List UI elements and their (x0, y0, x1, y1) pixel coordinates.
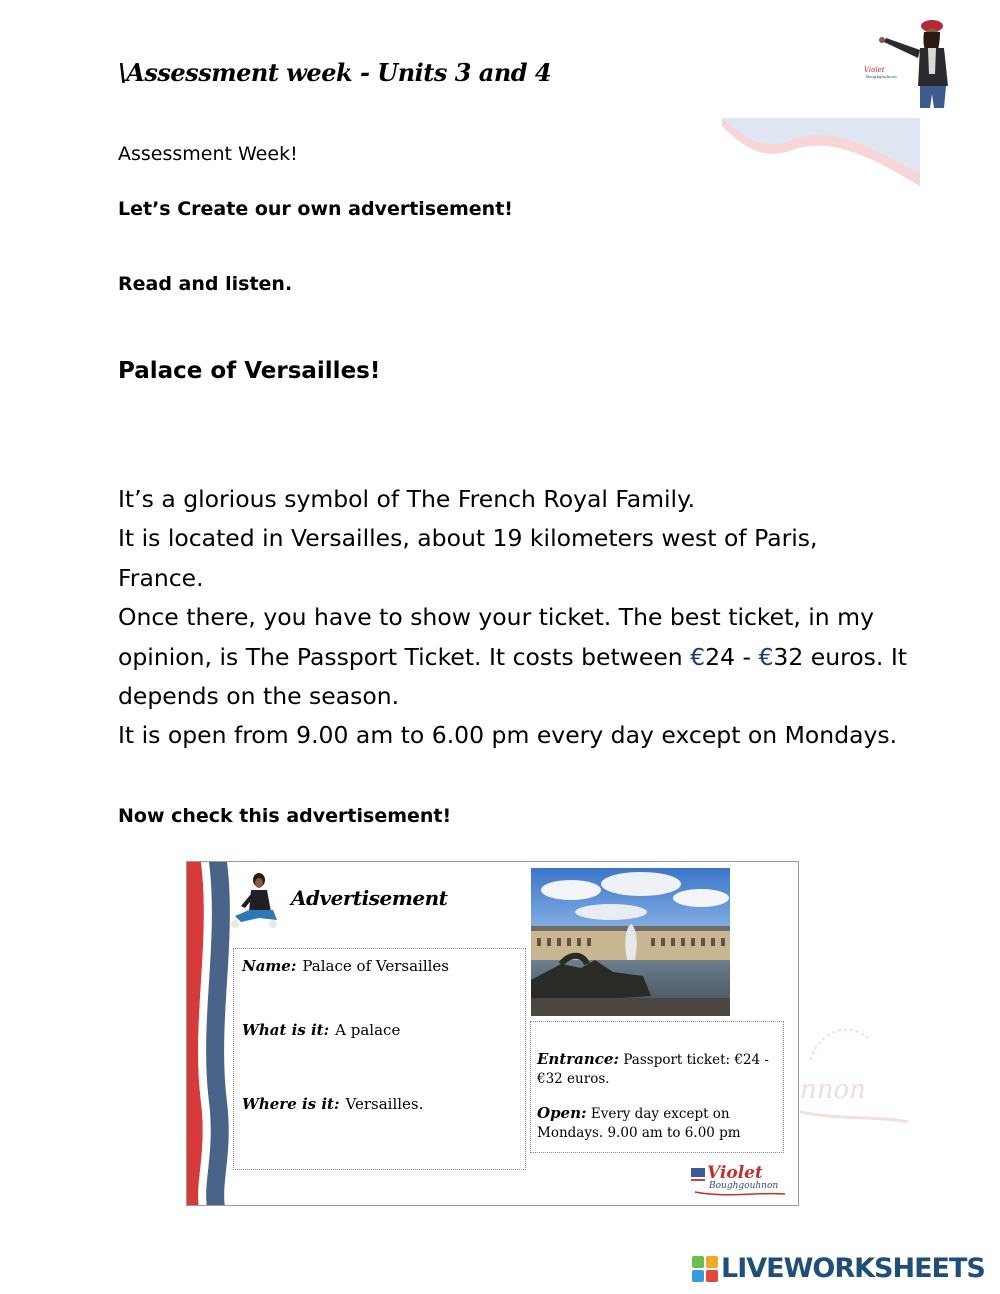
field-value: Every day except on Mondays. 9.00 am to 6.00 pm (537, 1106, 741, 1141)
field-label: Entrance: (537, 1050, 620, 1068)
reading-line: It is open from 9.00 am to 6.00 pm every day except on Mondays. (118, 721, 898, 750)
ad-details-box (530, 1021, 784, 1153)
reading-text: Once there, you have to show your ticket. The best ticket, in my opinion, is The Passport Ticket. It costs between (118, 603, 874, 671)
reading-passage (118, 480, 908, 756)
field-label: Name: (242, 957, 297, 975)
field-where (242, 1095, 423, 1113)
reading-line: It is located in Versailles, about 19 kilometers west of Paris, France. (118, 524, 818, 592)
field-entrance (537, 1050, 779, 1089)
page-title: \Assessment week - Units 3 and 4 (118, 58, 552, 87)
reading-text: 32 euros. It depends on the season. (118, 642, 907, 711)
svg-text:Violet: Violet (864, 66, 885, 74)
svg-text:Boughgouhnon: Boughgouhnon (866, 74, 897, 79)
field-value: Passport ticket: €24 - €32 euros. (537, 1052, 769, 1087)
euro-symbol: € (758, 642, 774, 671)
advertisement-card (186, 861, 799, 1206)
instruction-read-listen: Read and listen. (118, 273, 293, 295)
versailles-photo-icon (531, 868, 730, 1016)
field-value: Palace of Versailles (302, 957, 449, 975)
ad-title: Advertisement (291, 886, 448, 910)
subtitle: Assessment Week! (118, 143, 298, 165)
liveworksheets-logo (692, 1254, 985, 1286)
logo-subtext: Boughgouhnon (709, 1181, 779, 1191)
logo-text: Violet (707, 1163, 763, 1183)
person-photo-icon (862, 16, 952, 108)
brand-name: LIVEWORKSHEETS (721, 1253, 985, 1284)
field-open (537, 1104, 779, 1143)
field-value: A palace (335, 1021, 401, 1039)
field-value: Versailles. (345, 1095, 424, 1113)
ad-info-box (233, 948, 526, 1170)
violet-logo-icon (687, 1158, 791, 1198)
reading-line: It’s a glorious symbol of The French Royal Family. (118, 485, 696, 513)
field-label: Open: (537, 1104, 587, 1122)
euro-symbol: € (690, 642, 706, 671)
liveworksheets-icon (692, 1256, 718, 1282)
field-label: Where is it: (242, 1095, 340, 1113)
decorative-wave (722, 118, 920, 186)
reading-line (118, 598, 908, 716)
flag-stripes (187, 862, 235, 1206)
field-label: What is it: (242, 1021, 330, 1039)
field-what (242, 1021, 400, 1039)
watermark-logo-icon (800, 1020, 920, 1130)
field-name (242, 957, 449, 975)
reading-text: 24 - (705, 642, 759, 671)
instruction-create-ad: Let’s Create our own advertisement! (118, 198, 513, 220)
instruction-check-ad: Now check this advertisement! (118, 805, 452, 827)
person-sitting-icon (229, 872, 279, 934)
reading-heading: Palace of Versailles! (118, 358, 381, 384)
svg-text:nnon: nnon (800, 1075, 866, 1105)
